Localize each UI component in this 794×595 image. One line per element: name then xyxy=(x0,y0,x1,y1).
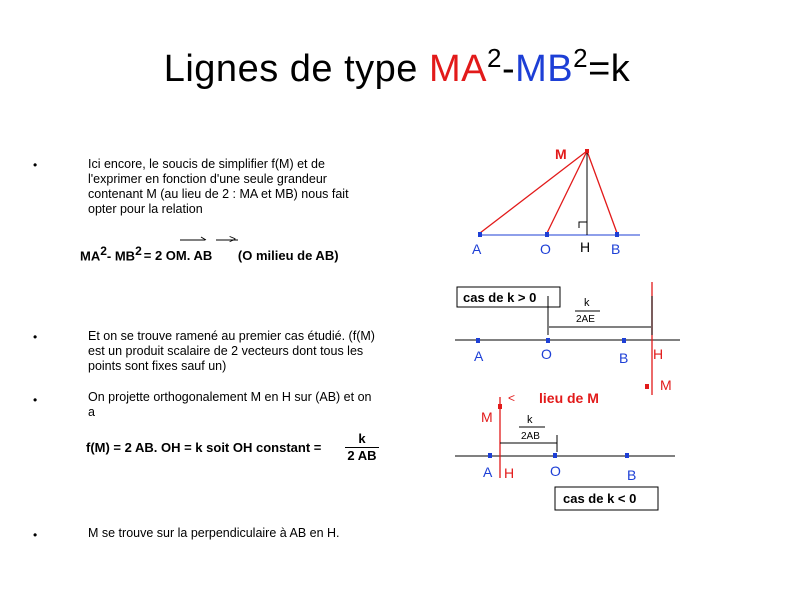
bullet-marker: • xyxy=(33,330,38,344)
fraction-2ab: 2AE xyxy=(576,314,595,325)
label-o: O xyxy=(541,346,552,362)
formula-oh-constant: f(M) = 2 AB. OH = k soit OH constant = xyxy=(86,440,322,455)
bullet-marker: • xyxy=(33,158,38,172)
label-h: H xyxy=(653,346,664,362)
bullet-marker: • xyxy=(33,393,38,407)
label-m: M xyxy=(555,146,567,162)
label-a: A xyxy=(472,241,482,257)
paragraph-2: Et on se trouve ramené au premier cas étudié. (f(M) est un produit scalaire de 2 vecteurs dont tous les points sont fixes sauf un) xyxy=(88,329,375,373)
arrow-lieu: < xyxy=(508,391,516,405)
vector-ab-arrowhead: > xyxy=(229,232,237,246)
diagram-triangle xyxy=(478,149,640,237)
label-a: A xyxy=(483,464,493,480)
bullet-marker: • xyxy=(33,528,38,542)
case-k-negative: cas de k < 0 xyxy=(563,491,637,506)
label-h: H xyxy=(504,465,515,481)
title-exponent: 2 xyxy=(573,43,589,73)
formula-relation: $MA^2-$ $MB^2 = 2$ OM. AB (O milieu de AB) xyxy=(80,244,339,264)
fraction-2ab: 2AB xyxy=(521,431,540,442)
fraction-k: k xyxy=(584,297,590,309)
case-k-positive: cas de k > 0 xyxy=(463,290,537,305)
label-a: A xyxy=(474,348,484,364)
label-o: O xyxy=(540,241,551,257)
fraction-k-over-2ab: k 2 AB xyxy=(345,431,379,463)
label-b: B xyxy=(611,241,621,257)
label-m: M xyxy=(481,409,493,425)
label-b: B xyxy=(619,350,629,366)
page-title: Lignes de type $MA^2-MB^2=k$ xyxy=(163,43,631,90)
label-h: H xyxy=(580,239,591,255)
fraction-k: k xyxy=(527,414,533,426)
paragraph-1: Ici encore, le soucis de simplifier f(M) et de l'exprimer en fonction d'une seule grandeur contenant M (au lieu de 2 : MA et MB) nous fait opter pour la relation xyxy=(88,157,349,216)
label-lieu-de-m: lieu de M xyxy=(539,390,599,406)
label-o: O xyxy=(550,463,561,479)
label-b: B xyxy=(627,467,637,483)
paragraph-4: M se trouve sur la perpendiculaire à AB en H. xyxy=(88,526,340,540)
title-exponent: 2 xyxy=(486,43,502,73)
paragraph-3: On projette orthogonalement M en H sur (AB) et on a xyxy=(88,390,372,419)
label-m: M xyxy=(660,377,672,393)
